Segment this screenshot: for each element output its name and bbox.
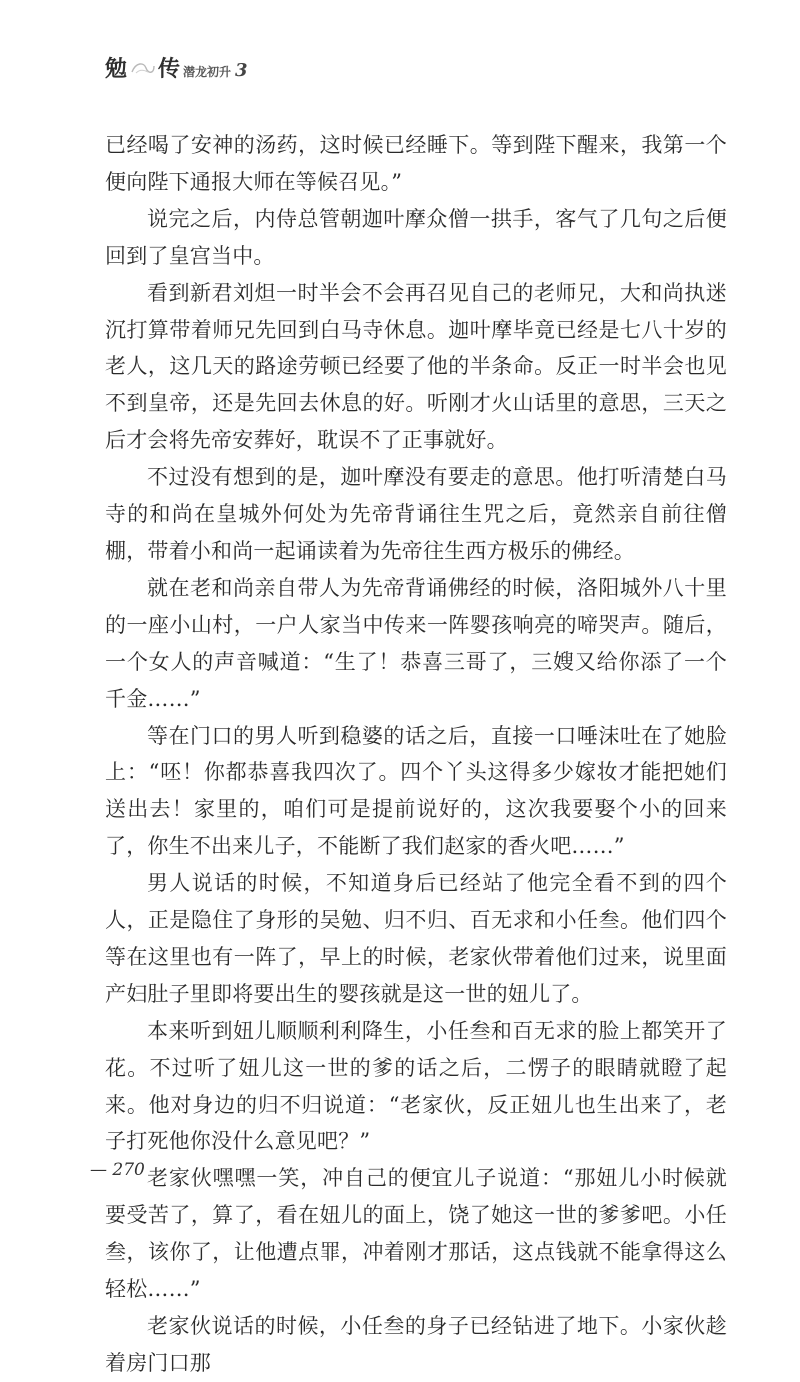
paragraph: 本来听到妞儿顺顺利利降生，小任叁和百无求的脸上都笑开了花。不过听了妞儿这一世的爹的话之后，二愣子的眼睛就瞪了起来。他对身边的归不归说道：“老家伙，反正妞儿也生出来了，老子打死他你没什么意见吧？” [105, 1018, 727, 1154]
paragraph: 老家伙说话的时候，小任叁的身子已经钻进了地下。小家伙趁着房门口那 [105, 1314, 727, 1375]
running-head-subtitle: 潜龙初升 [183, 65, 232, 79]
running-head-title-char-2: 传 [158, 56, 182, 82]
paragraph: 说完之后，内侍总管朝迦叶摩众僧一拱手，客气了几句之后便回到了皇宫当中。 [105, 206, 727, 268]
running-head [105, 52, 248, 92]
paragraph: 男人说话的时候，不知道身后已经站了他完全看不到的四个人，正是隐住了身形的吴勉、归不归、百无求和小任叁。他们四个等在这里也有一阵了，早上的时候，老家伙带着他们过来，说里面产妇肚子里即将要出生的婴孩就是这一世的妞儿了。 [105, 871, 727, 1006]
paragraph: 老家伙嘿嘿一笑，冲自己的便宜儿子说道：“那妞儿小时候就要受苦了，算了，看在妞儿的面上，饶了她这一世的爹爹吧。小任叁，该你了，让他遭点罪，冲着刚才那话，这点钱就不能拿得这么轻松……” [105, 1166, 727, 1302]
paragraph: 已经喝了安神的汤药，这时候已经睡下。等到陛下醒来，我第一个便向陛下通报大师在等候召见。” [105, 133, 727, 194]
paragraph: 不过没有想到的是，迦叶摩没有要走的意思。他打听清楚白马寺的和尚在皇城外何处为先帝背诵往生咒之后，竟然亲自前往僧棚，带着小和尚一起诵读着为先帝往生西方极乐的佛经。 [105, 465, 727, 563]
paragraph: 看到新君刘炟一时半会不会再召见自己的老师兄，大和尚执迷沉打算带着师兄先回到白马寺休息。迦叶摩毕竟已经是七八十岁的老人，这几天的路途劳顿已经要了他的半条命。反正一时半会也见不到皇帝，还是先回去休息的好。听刚才火山话里的意思，三天之后才会将先帝安葬好，耽误不了正事就好。 [105, 280, 727, 453]
body-text [105, 127, 727, 1382]
paragraph: 就在老和尚亲自带人为先帝背诵佛经的时候，洛阳城外八十里的一座小山村，一户人家当中传来一阵婴孩响亮的啼哭声。随后，一个女人的声音喊道：“生了！恭喜三哥了，三嫂又给你添了一个千金……” [105, 575, 727, 711]
paragraph: 等在门口的男人听到稳婆的话之后，直接一口唾沫吐在了她脸上：“呸！你都恭喜我四次了。四个丫头这得多少嫁妆才能把她们送出去！家里的，咱们可是提前说好的，这次我要娶个小的回来了，你生不出来儿子，不能断了我们赵家的香火吧……” [105, 723, 727, 859]
running-head-title-char-1: 勉 [105, 56, 129, 82]
ornament-swirl-icon [130, 60, 156, 76]
running-head-volume-number: 3 [235, 60, 248, 81]
page-number: — 270 [90, 1160, 145, 1180]
